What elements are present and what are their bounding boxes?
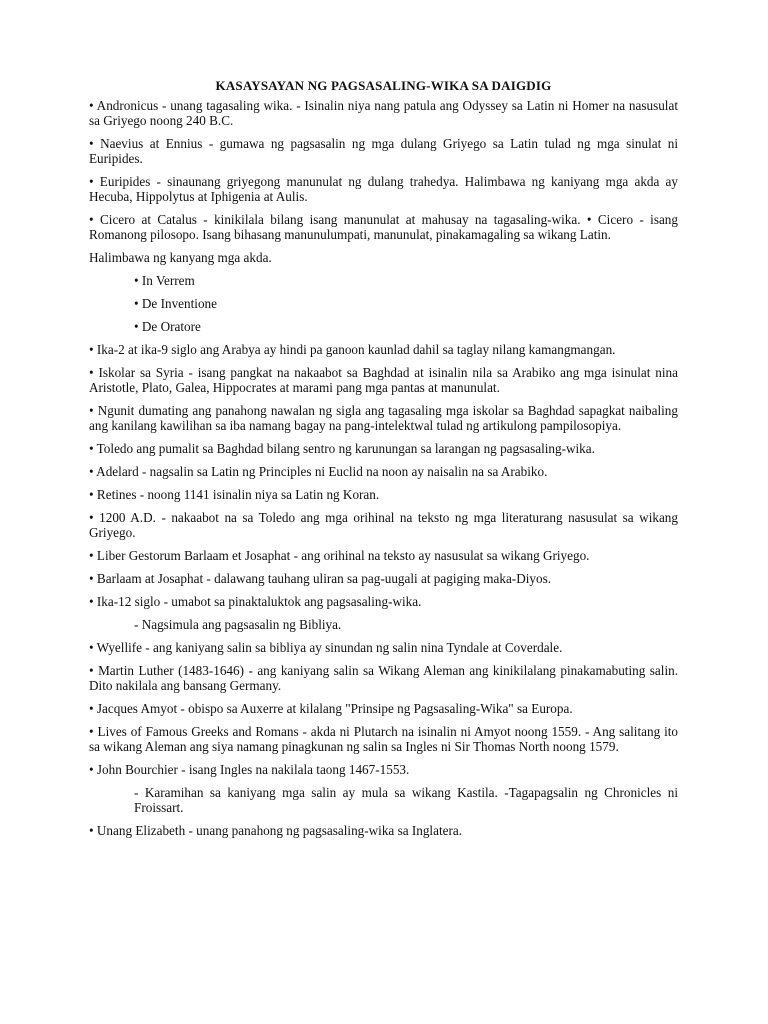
paragraph-halimbawa: Halimbawa ng kanyang mga akda. [89,250,272,265]
list-item-in-verrem: • In Verrem [134,273,195,288]
paragraph-retines: • Retines - noong 1141 isinalin niya sa Latin ng Koran. [89,487,380,502]
paragraph-1200-ad: • 1200 A.D. - nakaabot na sa Toledo ang mga orihinal na teksto ng mga literaturang nasusulat sa wikang Griyego. [89,510,678,540]
list-item-de-oratore: • De Oratore [134,319,201,334]
paragraph-baghdad-decline: • Ngunit dumating ang panahong nawalan ng sigla ang tagasaling mga iskolar sa Baghdad sapagkat naibaling ang kanilang kawilihan sa iba namang bagay na pang-intelektwal tulad ng artikulong pampilosopiya. [89,403,678,433]
paragraph-ika-12-siglo: • Ika-12 siglo - umabot sa pinaktaluktok ang pagsasaling-wika. [89,594,422,609]
paragraph-bibliya: - Nagsimula ang pagsasalin ng Bibliya. [134,617,342,632]
paragraph-iskolar-syria: • Iskolar sa Syria - isang pangkat na nakaabot sa Baghdad at isinalin nila sa Arabiko ang mga isinulat nina Aristotle, Plato, Galea, Hippocrates at marami pang mga pantas at manunulat. [89,365,678,395]
paragraph-cicero-catalus: • Cicero at Catalus - kinikilala bilang isang manunulat at mahusay na tagasaling-wika. • Cicero - isang Romanong pilosopo. Isang bihasang manunulumpati, manunulat, pinakamagaling sa wikang Latin. [89,212,678,242]
paragraph-arabya: • Ika-2 at ika-9 siglo ang Arabya ay hindi pa ganoon kaunlad dahil sa taglay nilang kamangmangan. [89,342,616,357]
list-item-de-inventione: • De Inventione [134,296,217,311]
paragraph-lives-famous-greeks: • Lives of Famous Greeks and Romans - akda ni Plutarch na isinalin ni Amyot noong 1559. - Ang salitang ito sa wikang Aleman ang siya namang pinagkunan ng salin sa Ingles ni Sir Thomas North noong 1579. [89,724,678,754]
paragraph-karamihan: - Karamihan sa kaniyang mga salin ay mula sa wikang Kastila. -Tagapagsalin ng Chronicles ni Froissart. [134,785,678,815]
document-title: KASAYSAYAN NG PAGSASALING-WIKA SA DAIGDIG [215,78,552,93]
paragraph-jacques-amyot: • Jacques Amyot - obispo sa Auxerre at kilalang "Prinsipe ng Pagsasaling-Wika" sa Europa. [89,701,573,716]
paragraph-adelard: • Adelard - nagsalin sa Latin ng Principles ni Euclid na noon ay naisalin na sa Arabiko. [89,464,548,479]
paragraph-barlaam-josaphat: • Barlaam at Josaphat - dalawang tauhang uliran sa pag-uugali at pagiging maka-Diyos. [89,571,552,586]
paragraph-euripides: • Euripides - sinaunang griyegong manunulat ng dulang trahedya. Halimbawa ng kaniyang mga akda ay Hecuba, Hippolytus at Iphigenia at Aulis. [89,174,678,204]
paragraph-john-bourchier: • John Bourchier - isang Ingles na nakilala taong 1467-1553. [89,762,410,777]
paragraph-wyellife: • Wyellife - ang kaniyang salin sa bibliya ay sinundan ng salin nina Tyndale at Coverdale. [89,640,563,655]
paragraph-toledo: • Toledo ang pumalit sa Baghdad bilang sentro ng karunungan sa larangan ng pagsasaling-wika. [89,441,595,456]
paragraph-andronicus: • Andronicus - unang tagasaling wika. - Isinalin niya nang patula ang Odyssey sa Latin ni Homer na nasusulat sa Griyego noong 240 B.C. [89,98,678,128]
paragraph-unang-elizabeth: • Unang Elizabeth - unang panahong ng pagsasaling-wika sa Inglatera. [89,823,463,838]
paragraph-martin-luther: • Martin Luther (1483-1646) - ang kaniyang salin sa Wikang Aleman ang kinikilalang pinakamabuting salin. Dito nakilala ang bansang Germany. [89,663,678,693]
paragraph-naevius-ennius: • Naevius at Ennius - gumawa ng pagsasalin ng mga dulang Griyego sa Latin tulad ng mga sinulat ni Euripides. [89,136,678,166]
paragraph-liber-gestorum: • Liber Gestorum Barlaam et Josaphat - ang orihinal na teksto ay nasusulat sa wikang Griyego. [89,548,590,563]
